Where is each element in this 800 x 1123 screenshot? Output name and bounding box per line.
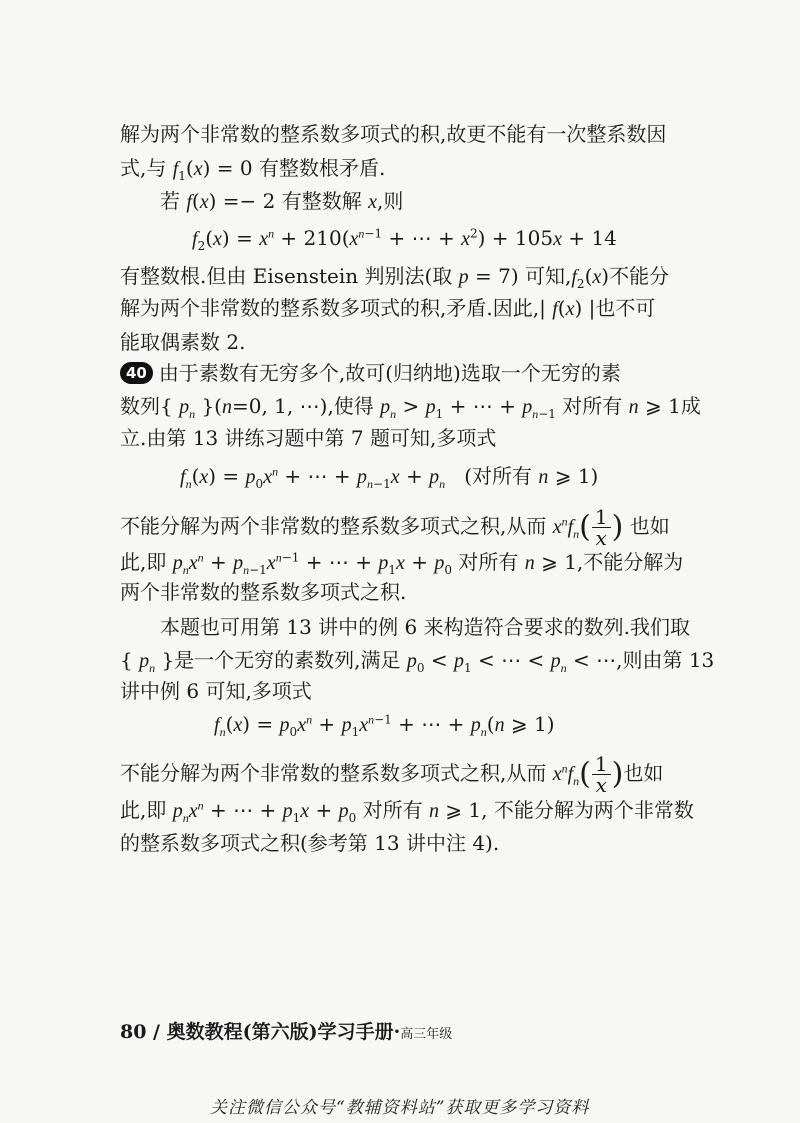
text-line: 有整数根.但由 Eisenstein 判别法(取 p = 7) 可知$,f_2(x)$不能分 [120, 264, 670, 291]
text-line: 能取偶素数 2. [120, 330, 246, 354]
text-line: 的整系数多项式之积(参考第 13 讲中注 4). [120, 831, 500, 855]
handwritten-note: 关注微信公众号“教辅资料站”获取更多学习资料 [210, 1098, 590, 1118]
text-line: 立.由第 13 讲练习题中第 7 题可知,多项式 [120, 426, 497, 450]
text-line: 此,即 $p_nx^n$ + ⋯ + $p_1x + p_0$ 对所有 n ⩾ 1, 不能分解为两个非常数 [120, 798, 694, 825]
book-title: 奥数教程(第六版)学习手册· [166, 1021, 401, 1043]
text-line: 若 f(x) =− 2 有整数解 x,则 [160, 189, 404, 213]
formula: $f_n(x) = p_0x^n + p_1x^{n-1}$ + ⋯ + $p_n(n$ ⩾ 1) [214, 712, 555, 739]
formula: $f_2(x) = x^n + 210(x^{n-1}$ + ⋯ + $x^2) + 105x + 14$ [192, 226, 617, 253]
problem-number-badge: 40 [120, 362, 153, 384]
text-line: 解为两个非常数的整系数多项式的积,矛盾.因此,| f(x) |也不可 [120, 296, 656, 320]
text-line: 此,即 $p_nx^n + p_{n-1}x^{n-1}$ + ⋯ + $p_1x + p_0$ 对所有 n ⩾ 1,不能分解为 [120, 550, 684, 577]
text-line: 式,与 $f_1(x) = 0$ 有整数根矛盾. [120, 156, 386, 183]
text-line: 解为两个非常数的整系数多项式的积,故更不能有一次整系数因 [120, 122, 667, 146]
grade-label: 高三年级 [400, 1027, 453, 1042]
text-line: 数列{ $p_n$ }(n=0, 1, ⋯),使得 $p_n > p_1$ + ⋯ + $p_{n-1}$ 对所有 n ⩾ 1成 [120, 394, 701, 421]
text-line: 讲中例 6 可知,多项式 [120, 679, 312, 703]
page-footer [120, 1017, 452, 1044]
text-line: { $p_n$ }是一个无穷的素数列,满足 $p_0 < p_1$ < ⋯ < $p_n$ < ⋯,则由第 13 [120, 648, 715, 675]
formula: $f_n(x) = p_0x^n$ + ⋯ + $p_{n-1}x + p_n$ (对所有 n ⩾ 1) [180, 464, 599, 491]
text-line: 40 由于素数有无穷多个,故可(归纳地)选取一个无穷的素 [120, 359, 621, 387]
text-line: 本题也可用第 13 讲中的例 6 来构造符合要求的数列.我们取 [160, 615, 690, 639]
page-number: 80 / [120, 1021, 160, 1043]
text-line: 不能分解为两个非常数的整系数多项式之积,从而 $x^nf_n$( $\frac{1}{x}$ )也如 [120, 752, 664, 797]
text-line: 不能分解为两个非常数的整系数多项式之积,从而 $x^nf_n$( $\frac{1}{x}$ ) 也如 [120, 505, 670, 550]
text-line: 两个非常数的整系数多项式之积. [120, 580, 407, 604]
